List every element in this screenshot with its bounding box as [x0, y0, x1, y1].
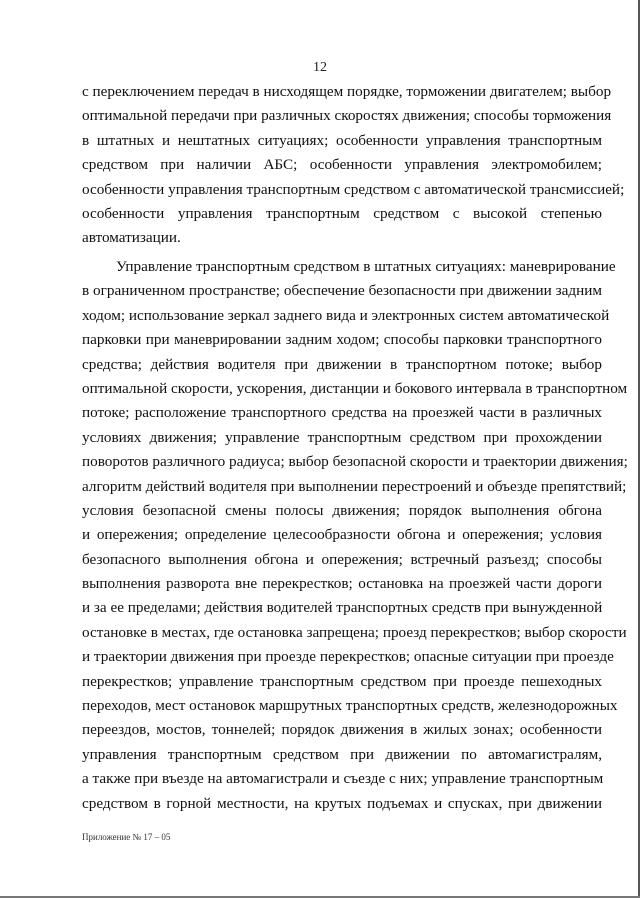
- text-line: потоке; расположение транспортного средства на проезжей части в различных: [82, 404, 602, 422]
- text-line: остановке в местах, где остановка запрещена; проезд перекрестков; выбор скорости: [82, 623, 627, 641]
- text-line: автоматизации.: [82, 229, 181, 247]
- paragraph-2: [82, 255, 628, 816]
- text-line: в ограниченном пространстве; обеспечение безопасности при движении задним: [82, 282, 602, 300]
- paragraph-1: [82, 80, 625, 251]
- text-line: и опережения; определение целесообразности обгона и опережения; условия: [82, 526, 602, 544]
- text-line: особенности управления транспортным средством с высокой степенью: [82, 204, 602, 222]
- text-line: Управление транспортным средством в штатных ситуациях: маневрирование: [116, 258, 616, 275]
- text-line: безопасного выполнения обгона и опережения; встречный разъезд; способы: [82, 550, 602, 568]
- text-line: особенности управления транспортным средством с автоматической трансмиссией;: [82, 180, 625, 198]
- text-line: условиях движения; управление транспортным средством при прохождении: [82, 428, 602, 446]
- text-line: ходом; использование зеркал заднего вида и электронных систем автоматической: [82, 306, 610, 324]
- text-line: алгоритм действий водителя при выполнении перестроений и объезде препятствий;: [82, 477, 627, 495]
- text-line: перекрестков; управление транспортным средством при проезде пешеходных: [82, 672, 602, 690]
- text-line: оптимальной передачи при различных скоростях движения; способы торможения: [82, 107, 612, 125]
- text-line: и траектории движения при проезде перекрестков; опасные ситуации при проезде: [82, 648, 614, 666]
- text-line: средства; действия водителя при движении в транспортном потоке; выбор: [82, 355, 602, 373]
- text-line: и за ее пределами; действия водителей транспортных средств при вынужденной: [82, 599, 603, 617]
- text-line: с переключением передач в нисходящем порядке, торможении двигателем; выбор: [82, 83, 612, 100]
- text-line: оптимальной скорости, ускорения, дистанции и бокового интервала в транспортном: [82, 379, 628, 397]
- footer-attachment-note: Приложение № 17 – 05: [82, 832, 171, 842]
- text-line: переходов, мест остановок маршрутных транспортных средств, железнодорожных: [82, 697, 618, 715]
- text-line: поворотов различного радиуса; выбор безопасной скорости и траектории движения;: [82, 453, 628, 471]
- text-line: а также при въезде на автомагистрали и съезде с них; управление транспортным: [82, 770, 604, 788]
- text-line: выполнения разворота вне перекрестков; остановка на проезжей части дороги: [82, 575, 602, 593]
- text-line: управления транспортным средством при движении по автомагистралям,: [82, 745, 602, 763]
- text-line: в штатных и нештатных ситуациях; особенности управления транспортным: [82, 131, 602, 149]
- text-line: условия безопасной смены полосы движения; порядок выполнения обгона: [82, 501, 602, 519]
- text-line: парковки при маневрировании задним ходом; способы парковки транспортного: [82, 331, 602, 349]
- text-line: средством при наличии АБС; особенности управления электромобилем;: [82, 156, 602, 174]
- page-number: 12: [313, 60, 327, 75]
- text-line: переездов, мостов, тоннелей; порядок движения в жилых зонах; особенности: [82, 721, 602, 739]
- text-line: средством в горной местности, на крутых подъемах и спусках, при движении: [82, 794, 602, 812]
